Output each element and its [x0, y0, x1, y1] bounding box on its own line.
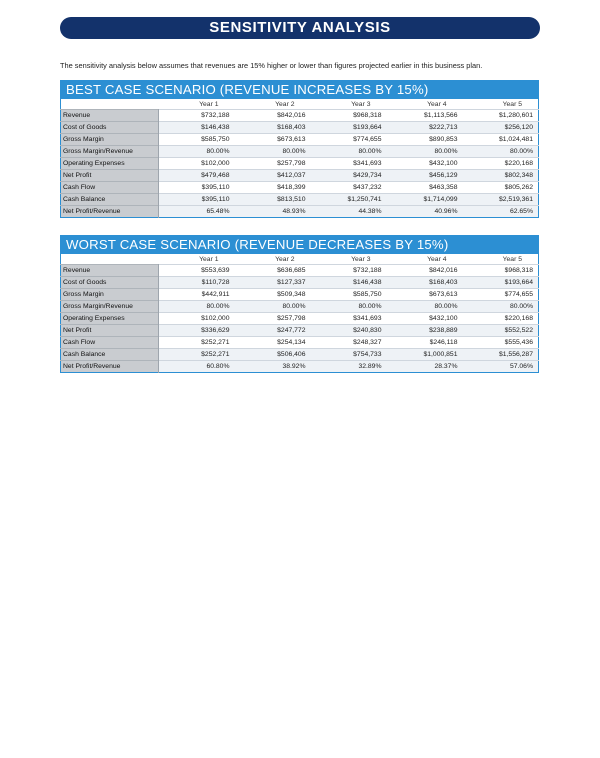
worst-case-section	[60, 235, 539, 373]
value-cell: $813,510	[235, 194, 311, 206]
value-cell: $442,911	[159, 289, 235, 301]
value-cell: 44.38%	[311, 206, 387, 218]
value-cell: $238,889	[387, 325, 463, 337]
value-cell: $754,733	[311, 349, 387, 361]
year-header: Year 1	[159, 254, 235, 265]
value-cell: $395,110	[159, 194, 235, 206]
value-cell: $418,399	[235, 182, 311, 194]
year-header: Year 4	[387, 254, 463, 265]
value-cell: $168,403	[387, 277, 463, 289]
value-cell: 80.00%	[387, 146, 463, 158]
value-cell: $252,271	[159, 337, 235, 349]
value-cell: $673,613	[387, 289, 463, 301]
value-cell: $247,772	[235, 325, 311, 337]
value-cell: $220,168	[463, 158, 539, 170]
value-cell: $193,664	[311, 122, 387, 134]
row-label: Cash Flow	[61, 182, 159, 194]
value-cell: $479,468	[159, 170, 235, 182]
value-cell: 38.92%	[235, 361, 311, 373]
year-header: Year 2	[235, 99, 311, 110]
table-header-row	[61, 254, 539, 265]
value-cell: $968,318	[311, 110, 387, 122]
value-cell: $341,693	[311, 158, 387, 170]
row-label: Gross Margin	[61, 134, 159, 146]
value-cell: $341,693	[311, 313, 387, 325]
value-cell: $463,358	[387, 182, 463, 194]
row-label: Gross Margin/Revenue	[61, 301, 159, 313]
value-cell: $1,280,601	[463, 110, 539, 122]
value-cell: $257,798	[235, 158, 311, 170]
table-row	[61, 122, 539, 134]
row-label: Cash Balance	[61, 194, 159, 206]
header-blank-cell	[61, 254, 159, 265]
value-cell: $1,250,741	[311, 194, 387, 206]
table-row	[61, 134, 539, 146]
table-row	[61, 361, 539, 373]
value-cell: 80.00%	[235, 301, 311, 313]
value-cell: $673,613	[235, 134, 311, 146]
row-label: Cost of Goods	[61, 277, 159, 289]
value-cell: $506,406	[235, 349, 311, 361]
value-cell: $890,853	[387, 134, 463, 146]
value-cell: $1,113,566	[387, 110, 463, 122]
year-header: Year 2	[235, 254, 311, 265]
table-row	[61, 349, 539, 361]
row-label: Cash Flow	[61, 337, 159, 349]
table-row	[61, 182, 539, 194]
year-header: Year 4	[387, 99, 463, 110]
value-cell: $127,337	[235, 277, 311, 289]
value-cell: $1,714,099	[387, 194, 463, 206]
value-cell: $146,438	[311, 277, 387, 289]
value-cell: 80.00%	[311, 301, 387, 313]
value-cell: $252,271	[159, 349, 235, 361]
value-cell: 80.00%	[159, 146, 235, 158]
table-row	[61, 301, 539, 313]
value-cell: $553,639	[159, 265, 235, 277]
row-label: Gross Margin/Revenue	[61, 146, 159, 158]
value-cell: $336,629	[159, 325, 235, 337]
row-label: Net Profit	[61, 170, 159, 182]
table-row	[61, 194, 539, 206]
value-cell: $146,438	[159, 122, 235, 134]
value-cell: $842,016	[387, 265, 463, 277]
row-label: Net Profit	[61, 325, 159, 337]
value-cell: $555,436	[463, 337, 539, 349]
value-cell: $774,655	[463, 289, 539, 301]
best-case-heading: BEST CASE SCENARIO (REVENUE INCREASES BY 15%)	[60, 80, 539, 99]
table-row	[61, 337, 539, 349]
value-cell: $509,348	[235, 289, 311, 301]
value-cell: $805,262	[463, 182, 539, 194]
row-label: Revenue	[61, 110, 159, 122]
table-row	[61, 146, 539, 158]
row-label: Net Profit/Revenue	[61, 206, 159, 218]
value-cell: $220,168	[463, 313, 539, 325]
value-cell: $437,232	[311, 182, 387, 194]
table-row	[61, 265, 539, 277]
value-cell: $110,728	[159, 277, 235, 289]
value-cell: $636,685	[235, 265, 311, 277]
table-header-row	[61, 99, 539, 110]
intro-text: The sensitivity analysis below assumes that revenues are 15% higher or lower than figures projected earlier in this business plan.	[60, 61, 483, 70]
value-cell: $968,318	[463, 265, 539, 277]
year-header: Year 1	[159, 99, 235, 110]
value-cell: 62.65%	[463, 206, 539, 218]
table-row	[61, 325, 539, 337]
value-cell: 28.37%	[387, 361, 463, 373]
row-label: Gross Margin	[61, 289, 159, 301]
value-cell: $222,713	[387, 122, 463, 134]
value-cell: $246,118	[387, 337, 463, 349]
value-cell: $456,129	[387, 170, 463, 182]
value-cell: $552,522	[463, 325, 539, 337]
table-row	[61, 313, 539, 325]
value-cell: $585,750	[159, 134, 235, 146]
value-cell: $102,000	[159, 158, 235, 170]
row-label: Revenue	[61, 265, 159, 277]
value-cell: 80.00%	[235, 146, 311, 158]
value-cell: $254,134	[235, 337, 311, 349]
best-case-section	[60, 80, 539, 218]
value-cell: $432,100	[387, 158, 463, 170]
value-cell: 40.96%	[387, 206, 463, 218]
table-row	[61, 158, 539, 170]
value-cell: 80.00%	[463, 301, 539, 313]
value-cell: 48.93%	[235, 206, 311, 218]
value-cell: $1,000,851	[387, 349, 463, 361]
value-cell: 32.89%	[311, 361, 387, 373]
value-cell: $732,188	[311, 265, 387, 277]
year-header: Year 3	[311, 99, 387, 110]
table-row	[61, 170, 539, 182]
row-label: Cash Balance	[61, 349, 159, 361]
value-cell: $802,348	[463, 170, 539, 182]
page-title: SENSITIVITY ANALYSIS	[60, 17, 540, 39]
value-cell: $412,037	[235, 170, 311, 182]
value-cell: $732,188	[159, 110, 235, 122]
value-cell: $102,000	[159, 313, 235, 325]
row-label: Cost of Goods	[61, 122, 159, 134]
value-cell: 65.48%	[159, 206, 235, 218]
value-cell: $429,734	[311, 170, 387, 182]
value-cell: $2,519,361	[463, 194, 539, 206]
value-cell: 60.80%	[159, 361, 235, 373]
value-cell: $248,327	[311, 337, 387, 349]
row-label: Operating Expenses	[61, 313, 159, 325]
value-cell: $1,556,287	[463, 349, 539, 361]
year-header: Year 3	[311, 254, 387, 265]
value-cell: $842,016	[235, 110, 311, 122]
table-row	[61, 206, 539, 218]
value-cell: $256,120	[463, 122, 539, 134]
value-cell: 80.00%	[311, 146, 387, 158]
table-row	[61, 277, 539, 289]
value-cell: 80.00%	[463, 146, 539, 158]
value-cell: $193,664	[463, 277, 539, 289]
value-cell: $1,024,481	[463, 134, 539, 146]
table-row	[61, 110, 539, 122]
year-header: Year 5	[463, 99, 539, 110]
value-cell: $395,110	[159, 182, 235, 194]
value-cell: $257,798	[235, 313, 311, 325]
table-row	[61, 289, 539, 301]
value-cell: $168,403	[235, 122, 311, 134]
worst-case-table	[60, 254, 539, 373]
value-cell: 57.06%	[463, 361, 539, 373]
best-case-table	[60, 99, 539, 218]
value-cell: $774,655	[311, 134, 387, 146]
value-cell: $585,750	[311, 289, 387, 301]
worst-case-heading: WORST CASE SCENARIO (REVENUE DECREASES BY 15%)	[60, 235, 539, 254]
year-header: Year 5	[463, 254, 539, 265]
value-cell: 80.00%	[159, 301, 235, 313]
value-cell: $432,100	[387, 313, 463, 325]
value-cell: 80.00%	[387, 301, 463, 313]
value-cell: $240,830	[311, 325, 387, 337]
row-label: Net Profit/Revenue	[61, 361, 159, 373]
row-label: Operating Expenses	[61, 158, 159, 170]
header-blank-cell	[61, 99, 159, 110]
